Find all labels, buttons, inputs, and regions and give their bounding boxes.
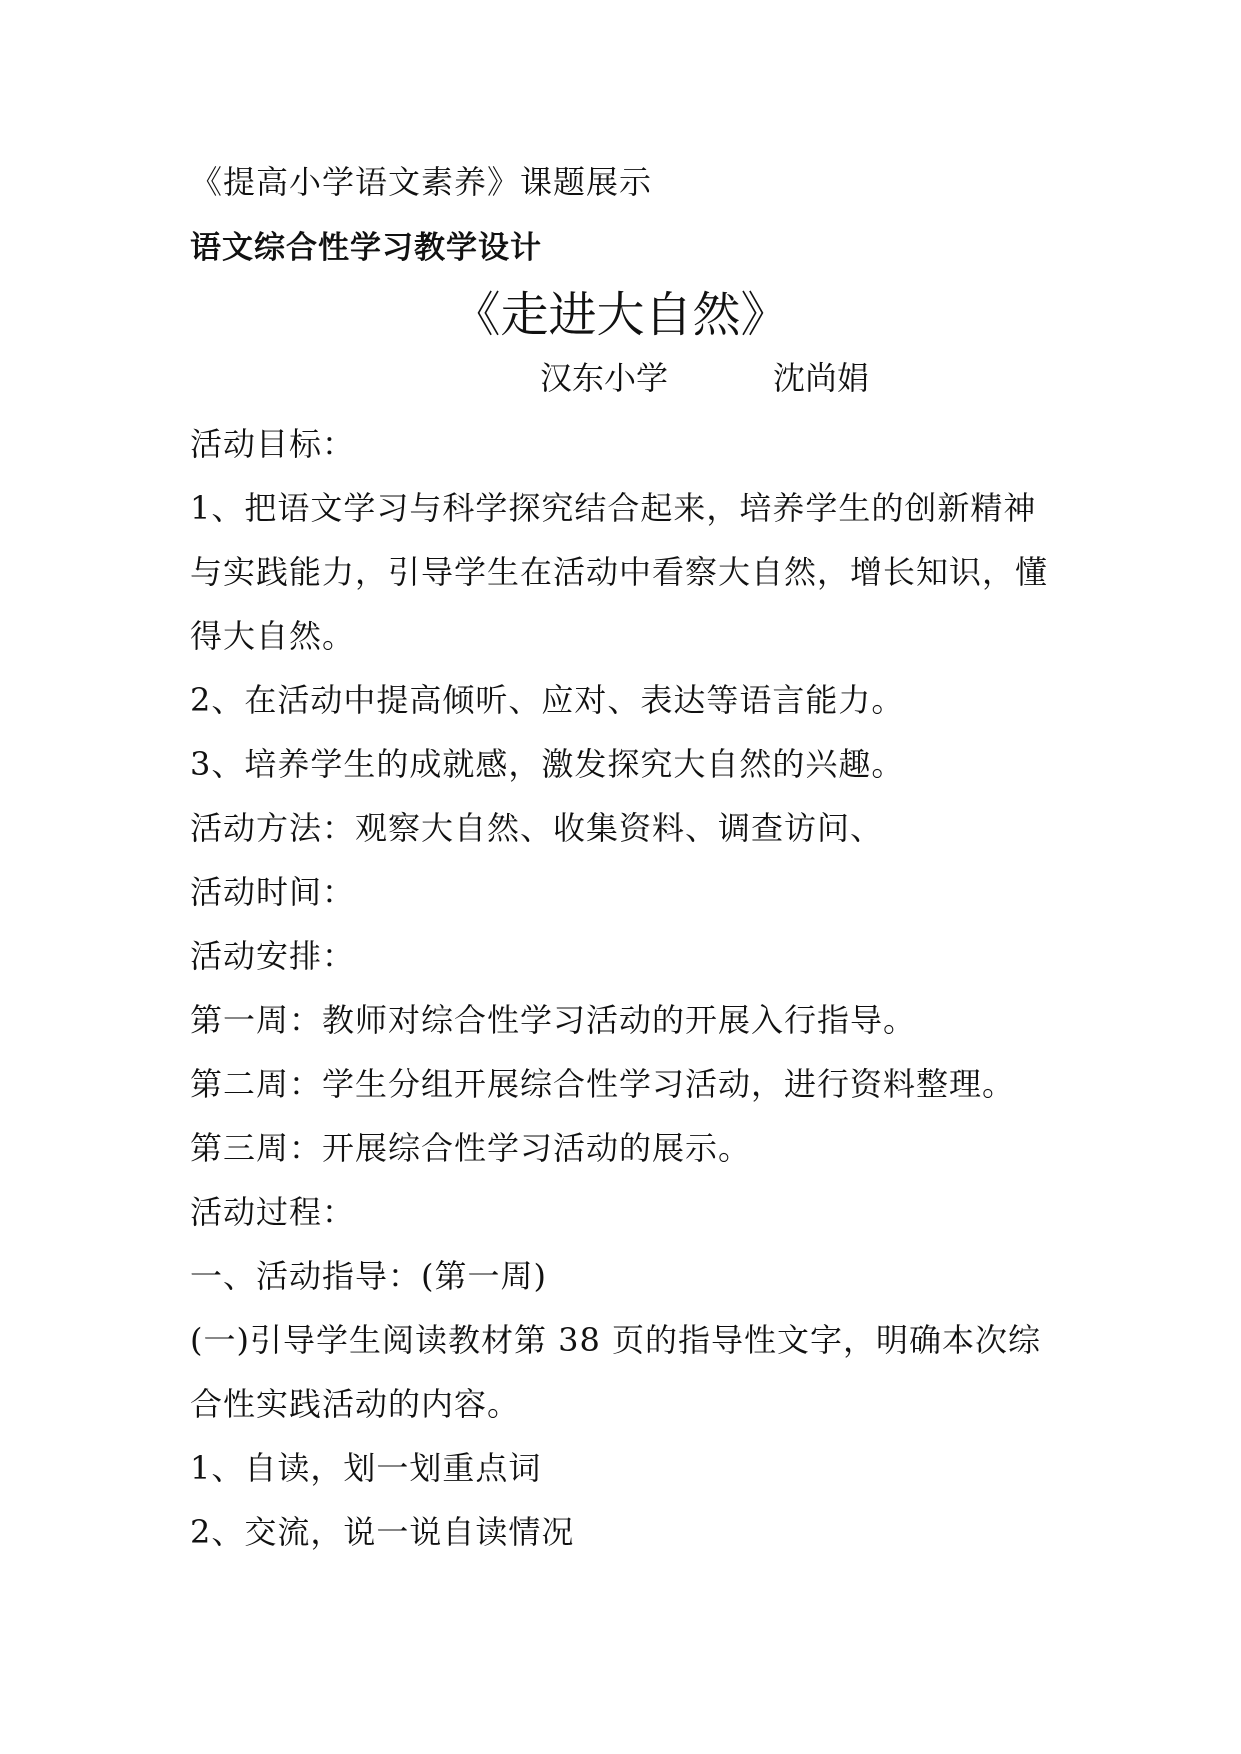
school-name: 汉东小学 bbox=[540, 359, 669, 397]
body-line: 1、自读，划一划重点词 bbox=[190, 1449, 542, 1487]
body-line: 得大自然。 bbox=[190, 617, 356, 655]
body-line: 合性实践活动的内容。 bbox=[190, 1385, 521, 1423]
body-line: 2、交流，说一说自读情况 bbox=[190, 1513, 575, 1551]
body-line: 第二周：学生分组开展综合性学习活动，进行资料整理。 bbox=[190, 1065, 1016, 1103]
author-name: 沈尚娟 bbox=[773, 359, 870, 397]
body-line: 1、把语文学习与科学探究结合起来，培养学生的创新精神 bbox=[190, 489, 1037, 527]
body-line: 活动时间： bbox=[190, 873, 356, 911]
body-line: 一、活动指导：(第一周) bbox=[190, 1257, 547, 1295]
body-line: 活动目标： bbox=[190, 425, 356, 463]
document-title: 《走进大自然》 bbox=[452, 287, 789, 343]
body-line: 第一周：教师对综合性学习活动的开展入行指导。 bbox=[190, 1001, 917, 1039]
body-line: 3、培养学生的成就感，激发探究大自然的兴趣。 bbox=[190, 745, 905, 783]
body-line: 活动过程： bbox=[190, 1193, 356, 1231]
body-line: 活动安排： bbox=[190, 937, 356, 975]
body-line: 2、在活动中提高倾听、应对、表达等语言能力。 bbox=[190, 681, 905, 719]
project-header: 《提高小学语文素养》课题展示 bbox=[190, 163, 653, 201]
body-line: 与实践能力，引导学生在活动中看察大自然，增长知识，懂 bbox=[190, 553, 1049, 591]
document-subtitle: 语文综合性学习教学设计 bbox=[190, 230, 542, 266]
body-line: (一)引导学生阅读教材第 38 页的指导性文字，明确本次综 bbox=[190, 1321, 1042, 1359]
body-line: 第三周：开展综合性学习活动的展示。 bbox=[190, 1129, 752, 1167]
body-line: 活动方法：观察大自然、收集资料、调查访问、 bbox=[190, 809, 884, 847]
